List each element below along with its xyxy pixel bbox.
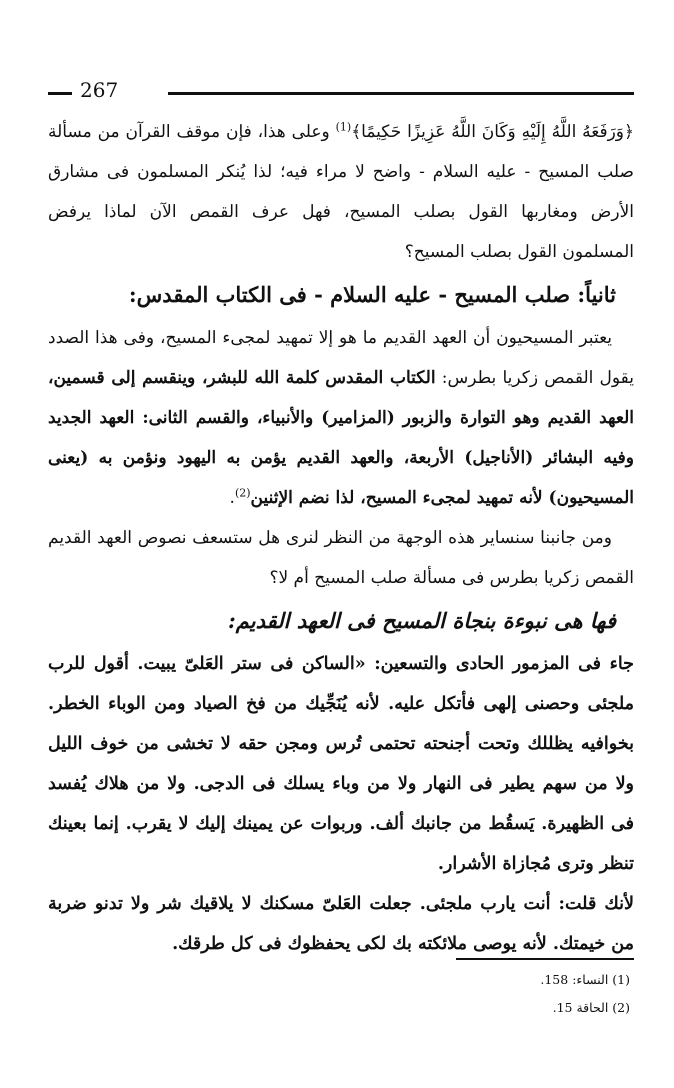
header-rule-short xyxy=(48,92,72,95)
paragraph-quran-conclusion xyxy=(48,112,634,272)
quoted-bold-text: الكتاب المقدس كلمة الله للبشر، وينقسم إلى قسمين، العهد القديم وهو التوارة والزبور (المزامير) والأنبياء، والقسم الثانى: العهد الجديد وفيه البشائر (الأناجيل) الأربعة، والعهد القديم يؤمن به اليهود ونؤمن به (يعنى المسيحيون) لأنه تمهيد لمجىء المسيح، لذا نضم الإثنين xyxy=(48,368,634,508)
paragraph-bible-division xyxy=(48,318,634,518)
section-heading-crucifixion-bible: ثانياً: صلب المسيح - عليه السلام - فى الكتاب المقدس: xyxy=(128,282,616,307)
paragraph-psalm-91: جاء فى المزمور الحادى والتسعين: «الساكن فى ستر العَلىّ يبيت. أقول للرب ملجئى وحصنى إلهى فأتكل عليه. لأنه يُنَجِّيك من فخ الصياد ومن الوباء الخطر. بخوافيه يظللك وتحت أجنحته تحتمى تُرس ومجن حقه لا تخشى من خوف الليل ولا من سهم يطير فى النهار ولا من وباء يسلك فى الدجى. ولا من هلاك يُفسد فى الظهيرة. يَسقُط من جانبك ألف. وربوات عن يمينك إليك لا يقرب. إنما بعينك تنظر وترى مُجازاة الأشرار. xyxy=(48,654,634,874)
quran-verse: ﴿وَرَفَعَهُ اللَّهُ إِلَيْهِ وَكَانَ اللَّهُ عَزِيزًا حَكِيمًا﴾ xyxy=(351,122,634,142)
footnotes xyxy=(48,966,634,1022)
footnote-ref-1: (1) xyxy=(335,120,352,134)
paragraph-old-testament-question: ومن جانبنا سنساير هذه الوجهة من النظر لنرى هل ستسعف نصوص العهد القديم القمص زكريا بطرس فى مسألة صلب المسيح أم لا؟ xyxy=(48,528,634,588)
page-number: 267 xyxy=(80,78,119,102)
paragraph-psalm-91-continued: لأنك قلت: أنت يارب ملجئى. جعلت العَلىّ مسكنك لا يلاقيك شر ولا تدنو ضربة من خيمتك. لأنه يوصى ملائكته بك لكى يحفظوك فى كل طرقك. xyxy=(48,894,634,954)
page-header xyxy=(48,78,634,104)
paragraph-text: يعتبر المسيحيون أن العهد القديم ما هو إلا تمهيد لمجىء المسيح، وفى هذا الصدد يقول القمص زكريا بطرس: xyxy=(48,328,635,388)
paragraph-text: وعلى هذا، فإن موقف القرآن من مسألة صلب المسيح - عليه السلام - واضح لا مراء فيه؛ لذا يُنكر المسلمون فى مشارق الأرض ومغاربها القول بصلب المسيح، فهل عرف القمص الآن لماذا يرفض المسلمون القول بصلب المسيح؟ xyxy=(48,122,634,262)
paragraph-end: . xyxy=(229,488,235,508)
footnote-separator xyxy=(456,958,634,960)
footnote-1: (1) النساء: 158. xyxy=(540,972,630,987)
footnote-2: (2) الحاقة 15. xyxy=(552,1000,630,1015)
page-body xyxy=(48,112,634,964)
footnote-ref-2: (2) xyxy=(234,486,251,500)
header-rule-long xyxy=(168,92,634,95)
section-heading-prophecy: فها هى نبوءة بنجاة المسيح فى العهد القديم: xyxy=(228,608,616,633)
